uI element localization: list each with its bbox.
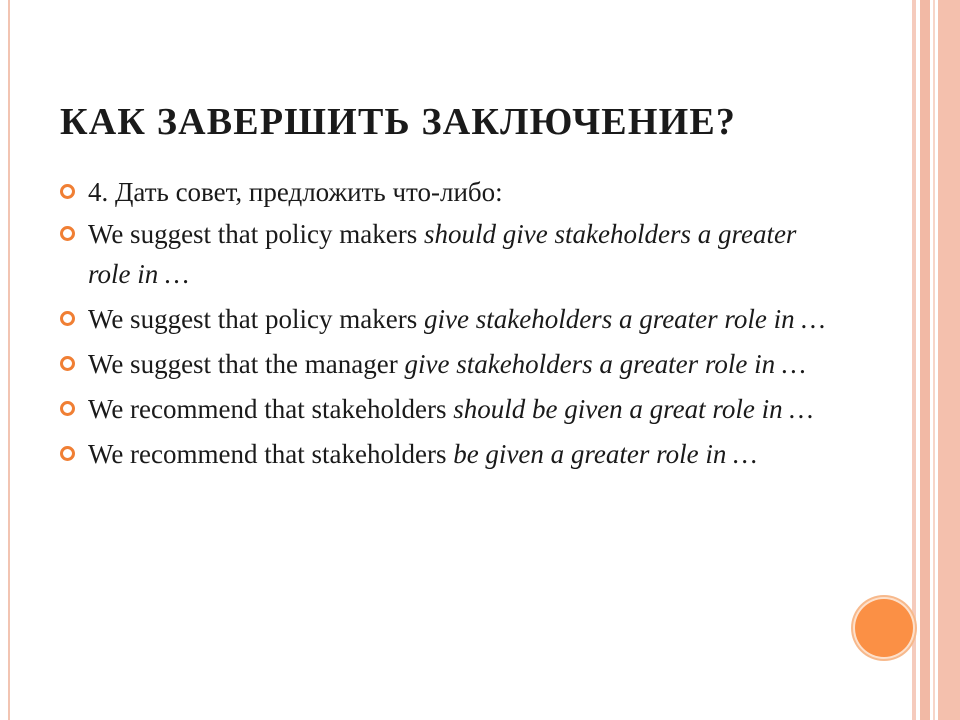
stripe bbox=[920, 0, 930, 720]
bullet-text: 4. Дать совет, предложить что-либо: bbox=[88, 177, 503, 207]
bullet-text: We suggest that policy makers bbox=[88, 219, 424, 249]
bullet-ring-icon bbox=[60, 356, 75, 371]
bullet-text: We suggest that the manager bbox=[88, 349, 405, 379]
bullet-italic-text: give stakeholders a greater role in … bbox=[404, 349, 806, 379]
bullet-item bbox=[60, 389, 840, 429]
stripe bbox=[938, 0, 960, 720]
bullet-text: We recommend that stakeholders bbox=[88, 394, 454, 424]
bullet-italic-text: give stakeholders a greater role in … bbox=[424, 304, 826, 334]
bullet-italic-text: should be given a great role in … bbox=[453, 394, 814, 424]
bullet-text: We suggest that policy makers bbox=[88, 304, 424, 334]
bullet-ring-icon bbox=[60, 446, 75, 461]
bullet-item bbox=[60, 299, 840, 339]
bullet-italic-text: should give stakeholders a greater role in … bbox=[88, 219, 797, 289]
bullet-ring-icon bbox=[60, 226, 75, 241]
bullet-list bbox=[60, 172, 840, 479]
bullet-ring-icon bbox=[60, 184, 75, 199]
bullet-italic-text: be given a greater role in … bbox=[453, 439, 758, 469]
stripe bbox=[912, 0, 916, 720]
bullet-text: We recommend that stakeholders bbox=[88, 439, 454, 469]
decorative-stripes bbox=[912, 0, 960, 720]
bullet-ring-icon bbox=[60, 311, 75, 326]
bullet-item bbox=[60, 344, 840, 384]
left-border bbox=[8, 0, 10, 720]
slide-title: КАК ЗАВЕРШИТЬ ЗАКЛЮЧЕНИЕ? bbox=[60, 101, 737, 143]
bullet-item bbox=[60, 214, 840, 294]
bullet-ring-icon bbox=[60, 401, 75, 416]
bullet-item bbox=[60, 172, 840, 212]
bullet-item bbox=[60, 434, 840, 474]
orange-circle-decoration bbox=[855, 599, 913, 657]
stripe bbox=[933, 0, 935, 720]
